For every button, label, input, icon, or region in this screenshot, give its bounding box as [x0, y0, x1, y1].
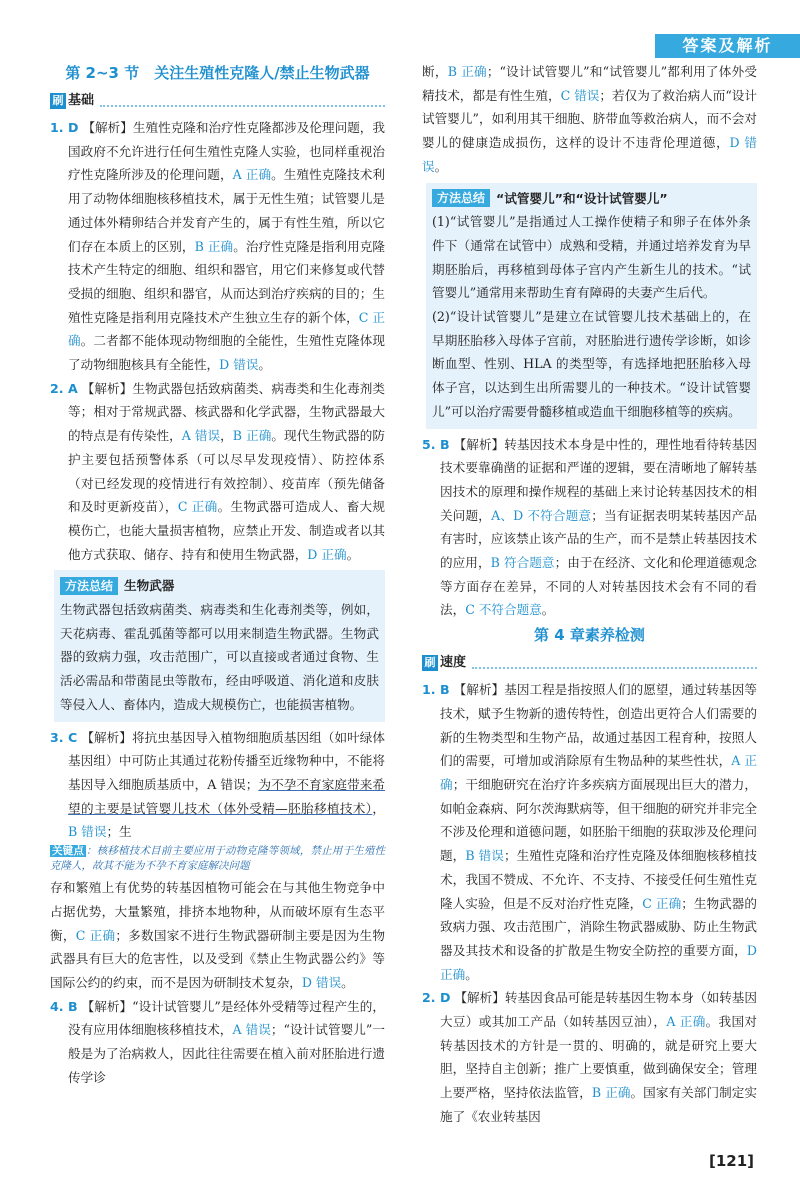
subsection-label: 基础	[68, 93, 95, 109]
page-number: [ 121 ]	[709, 1152, 754, 1170]
subsection-label: 速度	[440, 655, 467, 671]
answer-item-r1: 1. B 【解析】基因工程是指按照人们的愿望，通过转基因等技术，赋予生物新的遗传特性，创造出更符合人们需要的新的生物类型和生物产品，故通过基因工程育种，按照人们的需要，可增加或消除原有生物品种的某些性状，A 正确；干细胞研究在治疗许多疾病方面展现出巨大的潜力，如帕金森病、阿尔茨海默病等，但干细胞的研究并非完全不涉及伦理和道德问题，如胚胎干细胞的获取涉及伦理问题，B 错误；生殖性克隆和治疗性克隆及体细胞核移植技术，我国不赞成、不允许、不支持、不接受任何生殖性克隆人实验，但是不反对治疗性克隆，C 正确；生物武器的致病力强、攻击范围广，消除生物武器威胁、防止生物武器及其技术和设备的扩散是生物安全防控的重要方面，D 正确。	[422, 682, 758, 982]
section-title: 第 2~3 节 关注生殖性克隆人/禁止生物武器	[65, 64, 370, 82]
method-tag: 方法总结	[60, 577, 118, 595]
answer-item-3-cont: 存和繁殖上有优势的转基因植物可能会在与其他生物竞争中占据优势，大量繁殖，排挤本地物种，从而破坏原有生态平衡，C 正确；多数国家不进行生物武器研制主要是因为生物武器具有巨大的危害性，以及受到《禁止生物武器公约》等国际公约的约束，而不是因为研制技术复杂，D 错误。	[50, 880, 386, 990]
method-tag: 方法总结	[432, 189, 490, 207]
chapter-test-title: 第 4 章素养检测	[534, 626, 645, 645]
brush-badge-icon: 刷	[50, 93, 66, 109]
key-icon: 关键点	[52, 845, 85, 858]
box-text: 生物武器包括致病菌类、病毒类和生化毒剂类等，例如，天花病毒、霍乱弧菌等都可以用来制造生物武器。生物武器的致病力强，攻击范围广，可以直接或者通过食物、生活必需品和带菌昆虫等散布，经由呼吸道、消化道和皮肤等侵入人、畜体内，造成大规模伤亡，也能损害植物。	[60, 602, 379, 712]
left-column	[50, 60, 385, 1089]
answer-item-r2: 2. D 【解析】转基因食品可能是转基因生物本身（如转基因大豆）或其加工产品（如转基因豆油），A 正确。我国对转基因技术的方针是一贯的、明确的，就是研究上要大胆，坚持自主创新；推广上要慎重，做到确保安全；管理上要严格，坚持依法监管，B 正确。国家有关部门制定实施了《农业转基因	[422, 990, 758, 1124]
key-point-note: 关键点 ：核移植技术目前主要应用于动物克隆等领域，禁止用于生殖性克隆人，故其不能为不孕不育家庭解决问题	[50, 845, 386, 873]
answer-item-5: 5. B 【解析】转基因技术本身是中性的，理性地看待转基因技术要靠确凿的证据和严谨的逻辑，要在清晰地了解转基因技术的原理和操作规程的基础上来讨论转基因技术的相关问题，A、D 不符合题意；当有证据表明某转基因产品有害时，应该禁止该产品的生产，而不是禁止转基因技术的应用，B 符合题意；由于在经济、文化和伦理道德观念等方面存在差异，不同的人对转基因技术会有不同的看法，C 不符合题意。	[422, 436, 758, 618]
box-title: 生物武器	[124, 578, 175, 594]
answer-item-4: 4. B 【解析】“设计试管婴儿”是经体外受精等过程产生的，没有应用体细胞核移植技术，A 错误；“设计试管婴儿”一般是为了治病救人，因此往往需要在植入前对胚胎进行遗传学诊	[50, 998, 385, 1085]
right-column	[422, 60, 757, 1129]
answer-item-2: 2. A 【解析】生物武器包括致病菌类、病毒类和生化毒剂类等；相对于常规武器、核武器和化学武器，生物武器最大的特点是有传染性，A 错误，B 正确。现代生物武器的防护主要包括预警体系（可以尽早发现疫情）、防控体系（对已经发现的疫情进行有效控制）、疫苗库（预先储备和及时更新疫苗），C 正确。生物武器可造成人、畜大规模伤亡，也能大量损害植物，应禁止开发、制造或者以其他方式获取、储存、持有和使用生物武器，D 正确。	[50, 380, 386, 562]
answer-section-label: 答案及解析	[655, 34, 800, 58]
divider	[472, 657, 757, 669]
underlined-text: 为不孕不育家庭带来希望的主要是试管婴儿技术（体外受精—胚胎移植技术）	[68, 776, 385, 816]
answer-item-4-cont: 断，B 正确；“设计试管婴儿”和“试管婴儿”都利用了体外受精技术，都是有性生殖，C 错误；若仅为了救治病人而“设计试管婴儿”，如利用其干细胞、脐带血等救治病人，而不会对婴儿的健康造成损伤，这样的设计不违背伦理道德，D 错误。	[422, 64, 758, 174]
subsection-header-speed	[422, 652, 757, 674]
method-summary-box-2	[426, 183, 757, 429]
divider	[100, 95, 385, 107]
box-para-1: (1)“试管婴儿”是指通过人工操作使精子和卵子在体外条件下（通常在试管中）成熟和受精，并通过培养发育为早期胚胎后，再移植到母体子宫内产生新生儿的技术。“试管婴儿”通常用来帮助生育有障碍的夫妻产生后代。	[432, 214, 751, 301]
page-header	[0, 0, 800, 55]
brush-badge-icon: 刷	[422, 655, 438, 671]
answer-item-3: 3. C 【解析】将抗虫基因导入植物细胞质基因组（如叶绿体基因组）中可防止其通过花粉传播至近缘物种中，不能将基因导入细胞质基质中，A 错误；为不孕不育家庭带来希望的主要是试管婴儿技术（体外受精—胚胎移植技术），B 错误；生	[50, 729, 386, 840]
method-summary-box	[54, 570, 385, 721]
box-title: “试管婴儿”和“设计试管婴儿”	[496, 190, 668, 206]
subsection-header-basic	[50, 90, 385, 112]
box-para-2: (2)“设计试管婴儿”是建立在试管婴儿技术基础上的，在早期胚胎移入母体子宫前，对胚胎进行遗传学诊断，如诊断血型、性别、HLA 的类型等，有选择地把胚胎移入母体子宫，以达到生出所需婴儿的一种技术。“设计试管婴儿”可以治疗需要骨髓移植或造血干细胞移植等的疾病。	[432, 309, 751, 419]
answer-item-1: 1. D 【解析】生殖性克隆和治疗性克隆都涉及伦理问题，我国政府不允许进行任何生殖性克隆人实验，也同样重视治疗性克隆所涉及的伦理问题，A 正确。生殖性克隆技术利用了动物体细胞核移植技术，属于无性生殖；试管婴儿是通过体外精卵结合并发育产生的，属于有性生殖，所以它们存在本质上的区别，B 正确。治疗性克隆是指利用克隆技术产生特定的细胞、组织和器官，用它们来修复或代替受损的细胞、组织和器官，从而达到治疗疾病的目的；生殖性克隆是指利用克隆技术产生独立生存的新个体，C 正确。二者都不能体现动物细胞的全能性，生殖性克隆体现了动物细胞核具有全能性，D 错误。	[50, 120, 386, 373]
